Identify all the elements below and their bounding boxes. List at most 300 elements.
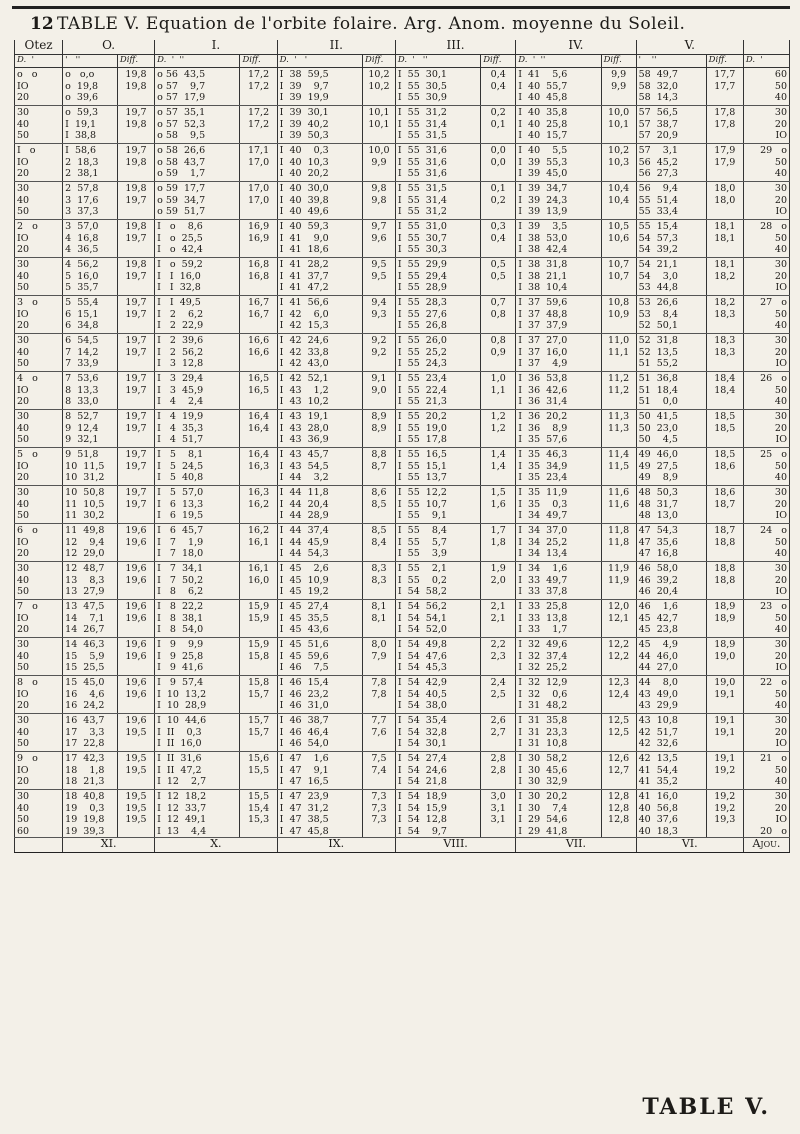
- table-row: [15, 448, 790, 486]
- table-cell-d4: 10,5 10,6: [601, 220, 636, 258]
- table-cell-c2: I 47 23,9 I 47 31,2 I 47 38,5 I 47 45,8: [277, 790, 362, 838]
- table-cell-c2: I 40 30,0 I 40 39,8 I 40 49,6: [277, 182, 362, 220]
- table-row: [15, 486, 790, 524]
- table-cell-d0: 19,7 19,7: [117, 486, 154, 524]
- table-row: [15, 752, 790, 790]
- table-cell-c2: I 42 52,1 I 43 1,2 I 43 10,2: [277, 372, 362, 410]
- table-cell-c5: 58 49,7 58 32,0 58 14,3: [636, 68, 706, 106]
- table-cell-d1: 16,7 16,7: [240, 296, 277, 334]
- table-cell-c2: I 45 51,6 I 45 59,6 I 46 7,5: [277, 638, 362, 676]
- table-cell-c4: I 40 35,8 I 40 25,8 I 40 15,7: [516, 106, 601, 144]
- table-cell-c3: I 54 35,4 I 54 32,8 I 54 30,1: [395, 714, 480, 752]
- table-cell-c4: I 34 37,0 I 34 25,2 I 34 13,4: [516, 524, 601, 562]
- table-cell-d4: 11,8 11,8: [601, 524, 636, 562]
- table-cell-d3: 0,8 0,9: [481, 334, 516, 372]
- table-row: [15, 676, 790, 714]
- table-cell-c2: I 43 19,1 I 43 28,0 I 43 36,9: [277, 410, 362, 448]
- table-cell-d4: 12,5 12,5: [601, 714, 636, 752]
- table-cell-d0: 19,7 19,7: [117, 296, 154, 334]
- table-row: [15, 258, 790, 296]
- table-cell-a: 8 o IO 20: [15, 676, 63, 714]
- table-cell-d2: 7,3 7,3 7,3: [363, 790, 396, 838]
- table-cell-c2: I 47 1,6 I 47 9,1 I 47 16,5: [277, 752, 362, 790]
- table-cell-a: 30 40 50: [15, 638, 63, 676]
- column-header: II.: [277, 40, 395, 55]
- table-cell-r: 22 o 50 40: [743, 676, 789, 714]
- table-cell-c2: I 39 30,1 I 39 40,2 I 39 50,3: [277, 106, 362, 144]
- column-subheader-cell: Diff.: [601, 55, 636, 68]
- table-cell-c1: o 57 35,1 o 57 52,3 o 58 9,5: [155, 106, 240, 144]
- table-cell-o: o 59,3 I 19,1 I 38,8: [63, 106, 118, 144]
- table-cell-d2: 8,9 8,9: [363, 410, 396, 448]
- table-cell-d4: 11,3 11,3: [601, 410, 636, 448]
- table-cell-d2: 10,0 9,9: [363, 144, 396, 182]
- table-cell-d0: 19,6 19,6: [117, 524, 154, 562]
- table-cell-a: 7 o IO 20: [15, 600, 63, 638]
- table-cell-d5: 19,0 19,1: [706, 676, 743, 714]
- table-cell-o: 3 57,0 4 16,8 4 36,5: [63, 220, 118, 258]
- table-cell-o: I 58,6 2 18,3 2 38,1: [63, 144, 118, 182]
- table-cell-d4: 11,6 11,6: [601, 486, 636, 524]
- table-cell-c4: I 34 1,6 I 33 49,7 I 33 37,8: [516, 562, 601, 600]
- column-footer-cell: VIII.: [395, 838, 515, 853]
- table-cell-d2: 8,6 8,5: [363, 486, 396, 524]
- table-cell-c5: 55 15,4 54 57,3 54 39,2: [636, 220, 706, 258]
- column-subheader-cell: Diff.: [481, 55, 516, 68]
- table-cell-d3: 2,4 2,5: [481, 676, 516, 714]
- table-cell-d1: 16,8 16,8: [240, 258, 277, 296]
- column-subheader-cell: D. ' '': [516, 55, 601, 68]
- column-header: IV.: [516, 40, 636, 55]
- column-subheader-cell: D. ' '': [155, 55, 240, 68]
- table-cell-c3: I 55 12,2 I 55 10,7 I 55 9,1: [395, 486, 480, 524]
- column-header: Otez: [15, 40, 63, 55]
- table-cell-o: 18 40,8 19 0,3 19 19,8 19 39,3: [63, 790, 118, 838]
- table-cell-c3: I 55 28,3 I 55 27,6 I 55 26,8: [395, 296, 480, 334]
- table-cell-d5: 18,9 19,0: [706, 638, 743, 676]
- table-cell-c1: I 8 22,2 I 8 38,1 I 8 54,0: [155, 600, 240, 638]
- table-cell-d3: 0,5 0,5: [481, 258, 516, 296]
- table-cell-a: 30 40 50: [15, 182, 63, 220]
- table-cell-c3: I 54 42,9 I 54 40,5 I 54 38,0: [395, 676, 480, 714]
- table-cell-a: 30 40 50: [15, 486, 63, 524]
- table-cell-o: 12 48,7 13 8,3 13 27,9: [63, 562, 118, 600]
- table-cell-d5: 19,2 19,2 19,3: [706, 790, 743, 838]
- column-subheader-cell: ' '': [636, 55, 706, 68]
- table-cell-o: 15 45,0 16 4,6 16 24,2: [63, 676, 118, 714]
- column-footer-cell: XI.: [63, 838, 155, 853]
- table-cell-c1: I II 31,6 I II 47,2 I 12 2,7: [155, 752, 240, 790]
- table-row: [15, 600, 790, 638]
- table-row: [15, 334, 790, 372]
- table-cell-c4: I 39 34,7 I 39 24,3 I 39 13,9: [516, 182, 601, 220]
- table-cell-d0: 19,7 19,8: [117, 106, 154, 144]
- table-cell-r: 21 o 50 40: [743, 752, 789, 790]
- table-cell-c3: I 54 27,4 I 54 24,6 I 54 21,8: [395, 752, 480, 790]
- column-footer-cell: [15, 838, 63, 853]
- table-cell-d5: 18,9 18,9: [706, 600, 743, 638]
- table-cell-c3: I 55 31,2 I 55 31,4 I 55 31,5: [395, 106, 480, 144]
- table-cell-d0: 19,8 19,7: [117, 258, 154, 296]
- table-caption: TABLE V.: [642, 1094, 770, 1120]
- table-cell-c3: I 55 26,0 I 55 25,2 I 55 24,3: [395, 334, 480, 372]
- table-cell-c1: I 6 45,7 I 7 1,9 I 7 18,0: [155, 524, 240, 562]
- table-cell-d1: 17,1 17,0: [240, 144, 277, 182]
- table-cell-c4: I 36 53,8 I 36 42,6 I 36 31,4: [516, 372, 601, 410]
- table-cell-c4: I 41 5,6 I 40 55,7 I 40 45,8: [516, 68, 601, 106]
- table-cell-o: 14 46,3 15 5,9 15 25,5: [63, 638, 118, 676]
- table-cell-c5: 45 4,9 44 46,0 44 27,0: [636, 638, 706, 676]
- table-row: [15, 714, 790, 752]
- table-cell-a: 6 o IO 20: [15, 524, 63, 562]
- table-cell-d2: 8,3 8,3: [363, 562, 396, 600]
- table-cell-d3: 0,0 0,0: [481, 144, 516, 182]
- table-cell-c4: I 40 5,5 I 39 55,3 I 39 45,0: [516, 144, 601, 182]
- table-cell-c5: 52 31,8 52 13,5 51 55,2: [636, 334, 706, 372]
- table-cell-c2: I 45 27,4 I 45 35,5 I 45 43,6: [277, 600, 362, 638]
- table-cell-c3: I 55 23,4 I 55 22,4 I 55 21,3: [395, 372, 480, 410]
- table-cell-c2: I 38 59,5 I 39 9,7 I 39 19,9: [277, 68, 362, 106]
- page-header: [12, 12, 792, 38]
- table-cell-d0: 19,8 19,8: [117, 68, 154, 106]
- table-cell-d2: 7,7 7,6: [363, 714, 396, 752]
- table-cell-d4: 11,4 11,5: [601, 448, 636, 486]
- table-cell-o: 10 50,8 11 10,5 11 30,2: [63, 486, 118, 524]
- table-cell-c5: 56 9,4 55 51,4 55 33,4: [636, 182, 706, 220]
- table-row: [15, 220, 790, 258]
- table-cell-c2: I 46 15,4 I 46 23,2 I 46 31,0: [277, 676, 362, 714]
- table-cell-c4: I 33 25,8 I 33 13,8 I 33 1,7: [516, 600, 601, 638]
- table-cell-c5: 41 16,0 40 56,8 40 37,6 40 18,3: [636, 790, 706, 838]
- table-row: [15, 182, 790, 220]
- table-cell-c3: I 54 18,9 I 54 15,9 I 54 12,8 I 54 9,7: [395, 790, 480, 838]
- table-cell-d1: 16,5 16,5: [240, 372, 277, 410]
- table-cell-d3: 0,3 0,4: [481, 220, 516, 258]
- table-cell-c4: I 30 58,2 I 30 45,6 I 30 32,9: [516, 752, 601, 790]
- table-cell-a: 30 40 50: [15, 258, 63, 296]
- table-cell-d5: 18,5 18,5: [706, 410, 743, 448]
- table-cell-d3: 1,2 1,2: [481, 410, 516, 448]
- table-cell-d3: 0,7 0,8: [481, 296, 516, 334]
- table-cell-c5: 54 21,1 54 3,0 53 44,8: [636, 258, 706, 296]
- table-cell-d0: 19,7 19,7: [117, 448, 154, 486]
- table-cell-d4: 12,6 12,7: [601, 752, 636, 790]
- table-cell-d5: 19,1 19,2: [706, 752, 743, 790]
- table-cell-c4: I 31 35,8 I 31 23,3 I 31 10,8: [516, 714, 601, 752]
- table-cell-o: 17 42,3 18 1,8 18 21,3: [63, 752, 118, 790]
- table-cell-d1: 17,0 17,0: [240, 182, 277, 220]
- table-cell-d5: 17,8 17,8: [706, 106, 743, 144]
- table-cell-c3: I 54 49,8 I 54 47,6 I 54 45,3: [395, 638, 480, 676]
- table-cell-d1: 17,2 17,2: [240, 106, 277, 144]
- table-cell-c5: 48 50,3 48 31,7 48 13,0: [636, 486, 706, 524]
- table-cell-d4: 12,3 12,4: [601, 676, 636, 714]
- table-cell-a: 3 o IO 20: [15, 296, 63, 334]
- table-cell-o: 9 51,8 10 11,5 10 31,2: [63, 448, 118, 486]
- table-cell-d5: 18,8 18,8: [706, 562, 743, 600]
- table-cell-d2: 9,1 9,0: [363, 372, 396, 410]
- table-cell-d4: 10,8 10,9: [601, 296, 636, 334]
- table-row: [15, 790, 790, 838]
- column-footer-cell: IX.: [277, 838, 395, 853]
- table-cell-o: 11 49,8 12 9,4 12 29,0: [63, 524, 118, 562]
- table-cell-d0: 19,8 19,7: [117, 182, 154, 220]
- table-cell-c3: I 54 56,2 I 54 54,1 I 54 52,0: [395, 600, 480, 638]
- table-row: [15, 524, 790, 562]
- table-cell-a: 4 o IO 20: [15, 372, 63, 410]
- table-cell-r: 26 o 50 40: [743, 372, 789, 410]
- table-cell-r: 28 o 50 40: [743, 220, 789, 258]
- table-cell-d2: 8,8 8,7: [363, 448, 396, 486]
- table-cell-d3: 3,0 3,1 3,1: [481, 790, 516, 838]
- table-cell-c1: o 56 43,5 o 57 9,7 o 57 17,9: [155, 68, 240, 106]
- table-row: [15, 296, 790, 334]
- column-subheader-cell: Diff.: [117, 55, 154, 68]
- table-cell-c5: 49 46,0 49 27,5 49 8,9: [636, 448, 706, 486]
- table-cell-d3: 1,7 1,8: [481, 524, 516, 562]
- table-row: [15, 410, 790, 448]
- table-cell-d2: 7,5 7,4: [363, 752, 396, 790]
- table-cell-c2: I 43 45,7 I 43 54,5 I 44 3,2: [277, 448, 362, 486]
- table-cell-c4: I 37 27,0 I 37 16,0 I 37 4,9: [516, 334, 601, 372]
- column-subheader-cell: D. ' ': [277, 55, 362, 68]
- table-cell-d4: 10,0 10,1: [601, 106, 636, 144]
- table-cell-d4: 11,2 11,2: [601, 372, 636, 410]
- table-cell-a: 30 40 50: [15, 714, 63, 752]
- table-cell-o: 2 57,8 3 17,6 3 37,3: [63, 182, 118, 220]
- table-cell-d5: 18,7 18,8: [706, 524, 743, 562]
- table-cell-c3: I 55 31,6 I 55 31,6 I 55 31,6: [395, 144, 480, 182]
- table-cell-d1: 16,9 16,9: [240, 220, 277, 258]
- table-cell-d0: 19,5 19,5: [117, 752, 154, 790]
- page-number: 12: [30, 14, 54, 34]
- table-cell-c1: I 10 44,6 I II 0,3 I II 16,0: [155, 714, 240, 752]
- table-cell-c4: I 32 49,6 I 32 37,4 I 32 25,2: [516, 638, 601, 676]
- column-subheader: [15, 55, 790, 68]
- table-cell-o: 8 52,7 9 12,4 9 32,1: [63, 410, 118, 448]
- table-cell-d5: 18,5 18,6: [706, 448, 743, 486]
- equation-table: [14, 40, 790, 853]
- table-cell-c5: 44 8,0 43 49,0 43 29,9: [636, 676, 706, 714]
- table-cell-d4: 12,0 12,1: [601, 600, 636, 638]
- column-group-header: [15, 40, 790, 55]
- table-cell-c2: I 41 56,6 I 42 6,0 I 42 15,3: [277, 296, 362, 334]
- table-cell-d3: 1,5 1,6: [481, 486, 516, 524]
- table-cell-c5: 50 41,5 50 23,0 50 4,5: [636, 410, 706, 448]
- table-cell-d4: 11,9 11,9: [601, 562, 636, 600]
- table-cell-d5: 18,1 18,2: [706, 258, 743, 296]
- table-cell-a: 30 40 50 60: [15, 790, 63, 838]
- column-footer-cell: VII.: [516, 838, 636, 853]
- top-rule: [12, 6, 790, 9]
- table-cell-d2: 9,5 9,5: [363, 258, 396, 296]
- table-cell-c2: I 42 24,6 I 42 33,8 I 42 43,0: [277, 334, 362, 372]
- table-cell-c1: I 2 39,6 I 2 56,2 I 3 12,8: [155, 334, 240, 372]
- table-cell-c3: I 55 2,1 I 55 0,2 I 54 58,2: [395, 562, 480, 600]
- table-cell-c1: I 7 34,1 I 7 50,2 I 8 6,2: [155, 562, 240, 600]
- column-subheader-cell: Diff.: [240, 55, 277, 68]
- table-cell-a: 5 o IO 20: [15, 448, 63, 486]
- column-header: [743, 40, 789, 55]
- table-cell-d4: 12,2 12,2: [601, 638, 636, 676]
- table-cell-d4: 9,9 9,9: [601, 68, 636, 106]
- table-cell-d1: 15,7 15,7: [240, 714, 277, 752]
- table-cell-r: 30 20 IO: [743, 334, 789, 372]
- table-cell-c5: 57 3,1 56 45,2 56 27,3: [636, 144, 706, 182]
- table-cell-d1: 16,4 16,3: [240, 448, 277, 486]
- table-cell-r: 25 o 50 40: [743, 448, 789, 486]
- table-cell-c2: I 41 28,2 I 41 37,7 I 41 47,2: [277, 258, 362, 296]
- table-cell-r: 30 20 IO: [743, 182, 789, 220]
- column-subheader-cell: D. ' '': [395, 55, 480, 68]
- table-cell-d4: 10,4 10,4: [601, 182, 636, 220]
- table-cell-d0: 19,8 19,7: [117, 220, 154, 258]
- table-cell-d0: 19,6 19,6: [117, 600, 154, 638]
- table-cell-d1: 16,4 16,4: [240, 410, 277, 448]
- table-cell-r: 30 20 IO: [743, 410, 789, 448]
- table-cell-d0: 19,5 19,5 19,5: [117, 790, 154, 838]
- table-cell-d2: 10,2 10,2: [363, 68, 396, 106]
- table-row: [15, 106, 790, 144]
- table-cell-c1: I 9 9,9 I 9 25,8 I 9 41,6: [155, 638, 240, 676]
- column-footer-cell: X.: [155, 838, 278, 853]
- table-cell-d0: 19,6 19,6: [117, 638, 154, 676]
- table-cell-c3: I 55 31,5 I 55 31,4 I 55 31,2: [395, 182, 480, 220]
- table-cell-c5: 42 13,5 41 54,4 41 35,2: [636, 752, 706, 790]
- table-cell-d5: 19,1 19,1: [706, 714, 743, 752]
- table-cell-d1: 15,9 15,9: [240, 600, 277, 638]
- table-cell-d2: 9,2 9,2: [363, 334, 396, 372]
- table-cell-c2: I 44 11,8 I 44 20,4 I 44 28,9: [277, 486, 362, 524]
- table-cell-c5: 51 36,8 51 18,4 51 0,0: [636, 372, 706, 410]
- table-cell-d2: 9,8 9,8: [363, 182, 396, 220]
- table-cell-r: 30 20 IO: [743, 638, 789, 676]
- table-cell-c2: I 46 38,7 I 46 46,4 I 46 54,0: [277, 714, 362, 752]
- table-cell-c1: o 58 26,6 o 58 43,7 o 59 1,7: [155, 144, 240, 182]
- table-cell-c5: 43 10,8 42 51,7 42 32,6: [636, 714, 706, 752]
- table-cell-c1: o 59 17,7 o 59 34,7 o 59 51,7: [155, 182, 240, 220]
- table-cell-r: 23 o 50 40: [743, 600, 789, 638]
- table-cell-c3: I 55 16,5 I 55 15,1 I 55 13,7: [395, 448, 480, 486]
- table-cell-d5: 17,9 17,9: [706, 144, 743, 182]
- table-cell-r: 29 o 50 40: [743, 144, 789, 182]
- table-cell-d5: 18,1 18,1: [706, 220, 743, 258]
- column-subheader-cell: Diff.: [706, 55, 743, 68]
- table-cell-d2: 10,1 10,1: [363, 106, 396, 144]
- table-cell-c1: I 3 29,4 I 3 45,9 I 4 2,4: [155, 372, 240, 410]
- table-cell-d3: 1,9 2,0: [481, 562, 516, 600]
- table-cell-a: I o IO 20: [15, 144, 63, 182]
- table-cell-c5: 47 54,3 47 35,6 47 16,8: [636, 524, 706, 562]
- table-cell-d1: 16,3 16,2: [240, 486, 277, 524]
- table-cell-c1: I 4 19,9 I 4 35,3 I 4 51,7: [155, 410, 240, 448]
- table-cell-d4: 10,2 10,3: [601, 144, 636, 182]
- page-title: TABLE V. Equation de l'orbite folaire. Arg. Anom. moyenne du Soleil.: [57, 14, 686, 34]
- table-cell-c4: I 30 20,2 I 30 7,4 I 29 54,6 I 29 41,8: [516, 790, 601, 838]
- table-cell-o: 5 55,4 6 15,1 6 34,8: [63, 296, 118, 334]
- table-cell-c3: I 55 30,1 I 55 30,5 I 55 30,9: [395, 68, 480, 106]
- table-cell-a: 30 40 50: [15, 410, 63, 448]
- table-cell-r: 24 o 50 40: [743, 524, 789, 562]
- table-cell-d4: 12,8 12,8 12,8: [601, 790, 636, 838]
- table-cell-a: 30 40 50: [15, 106, 63, 144]
- table-cell-d1: 15,6 15,5: [240, 752, 277, 790]
- table-cell-d1: 16,1 16,0: [240, 562, 277, 600]
- table-cell-d3: 2,6 2,7: [481, 714, 516, 752]
- table-row: [15, 372, 790, 410]
- table-cell-d2: 8,1 8,1: [363, 600, 396, 638]
- table-cell-d1: 16,6 16,6: [240, 334, 277, 372]
- table-cell-c2: I 40 0,3 I 40 10,3 I 40 20,2: [277, 144, 362, 182]
- table-body: [15, 68, 790, 838]
- column-subheader-cell: Diff.: [363, 55, 396, 68]
- table-cell-d2: 9,4 9,3: [363, 296, 396, 334]
- table-cell-d3: 0,4 0,4: [481, 68, 516, 106]
- table-row: [15, 144, 790, 182]
- column-footer: [15, 838, 790, 853]
- table-cell-c3: I 55 29,9 I 55 29,4 I 55 28,9: [395, 258, 480, 296]
- table-cell-c1: I 5 8,1 I 5 24,5 I 5 40,8: [155, 448, 240, 486]
- column-subheader-cell: ' '': [63, 55, 118, 68]
- table-cell-d3: 2,1 2,1: [481, 600, 516, 638]
- table-cell-a: o o IO 20: [15, 68, 63, 106]
- table-cell-d2: 7,8 7,8: [363, 676, 396, 714]
- table-cell-d0: 19,7 19,8: [117, 144, 154, 182]
- table-row: [15, 638, 790, 676]
- table-cell-d0: 19,7 19,7: [117, 334, 154, 372]
- table-cell-c4: I 35 46,3 I 35 34,9 I 35 23,4: [516, 448, 601, 486]
- table-cell-d3: 2,8 2,8: [481, 752, 516, 790]
- table-row: [15, 68, 790, 106]
- table-cell-d5: 18,0 18,0: [706, 182, 743, 220]
- table-cell-r: 30 20 IO: [743, 486, 789, 524]
- column-subheader-cell: D. ': [743, 55, 789, 68]
- table-cell-c2: I 44 37,4 I 44 45,9 I 44 54,3: [277, 524, 362, 562]
- table-cell-d5: 17,7 17,7: [706, 68, 743, 106]
- table-cell-r: 30 20 IO: [743, 714, 789, 752]
- table-cell-d0: 19,6 19,6: [117, 562, 154, 600]
- table-cell-c5: 57 56,5 57 38,7 57 20,9: [636, 106, 706, 144]
- table-row: [15, 562, 790, 600]
- column-footer-cell: VI.: [636, 838, 743, 853]
- table-cell-d4: 11,0 11,1: [601, 334, 636, 372]
- table-cell-d3: 1,0 1,1: [481, 372, 516, 410]
- table-cell-d5: 18,4 18,4: [706, 372, 743, 410]
- table-cell-d0: 19,6 19,6: [117, 676, 154, 714]
- table-cell-a: 2 o IO 20: [15, 220, 63, 258]
- table-cell-d5: 18,6 18,7: [706, 486, 743, 524]
- table-cell-o: 16 43,7 17 3,3 17 22,8: [63, 714, 118, 752]
- table-cell-c3: I 55 20,2 I 55 19,0 I 55 17,8: [395, 410, 480, 448]
- column-header: III.: [395, 40, 515, 55]
- table-cell-c1: I 9 57,4 I 10 13,2 I 10 28,9: [155, 676, 240, 714]
- table-cell-o: 7 53,6 8 13,3 8 33,0: [63, 372, 118, 410]
- column-header: I.: [155, 40, 278, 55]
- table-cell-c4: I 36 20,2 I 36 8,9 I 35 57,6: [516, 410, 601, 448]
- column-subheader-cell: D. ': [15, 55, 63, 68]
- table-cell-c4: I 38 31,8 I 38 21,1 I 38 10,4: [516, 258, 601, 296]
- table-cell-d3: 0,1 0,2: [481, 182, 516, 220]
- table-cell-c5: 53 26,6 53 8,4 52 50,1: [636, 296, 706, 334]
- table-cell-c3: I 55 31,0 I 55 30,7 I 55 30,3: [395, 220, 480, 258]
- table-cell-d2: 9,7 9,6: [363, 220, 396, 258]
- table-cell-r: 30 20 IO: [743, 562, 789, 600]
- table-cell-d3: 0,2 0,1: [481, 106, 516, 144]
- column-header: V.: [636, 40, 743, 55]
- table-cell-d1: 17,2 17,2: [240, 68, 277, 106]
- column-header: O.: [63, 40, 155, 55]
- table-cell-o: 4 56,2 5 16,0 5 35,7: [63, 258, 118, 296]
